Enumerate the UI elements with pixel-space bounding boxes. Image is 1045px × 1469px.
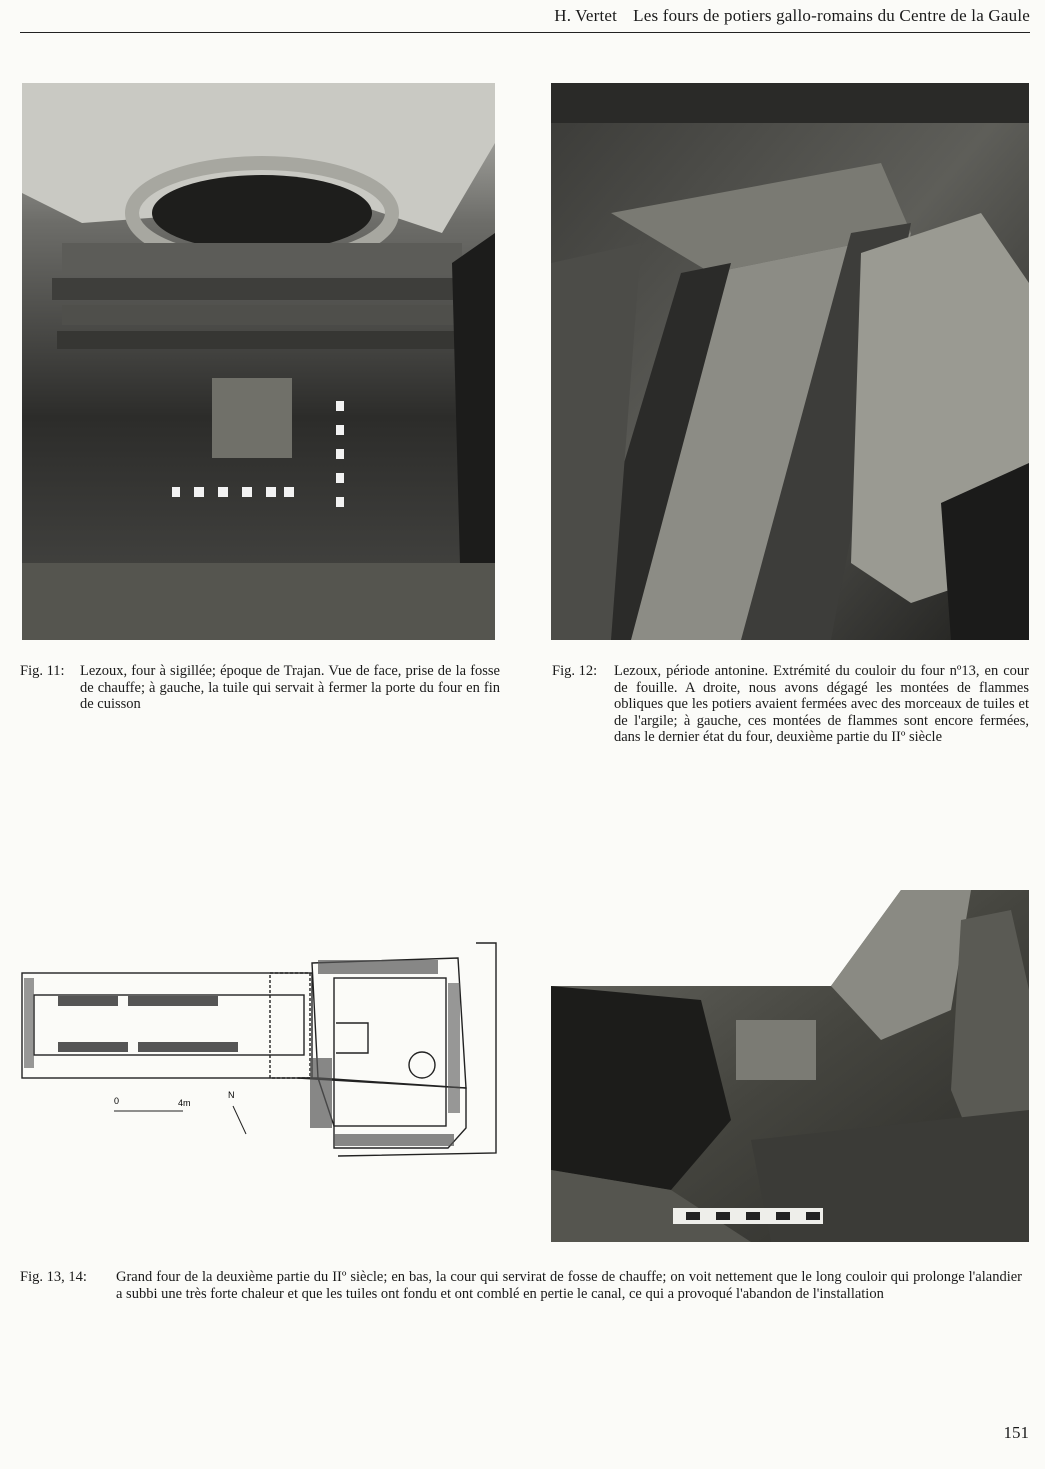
fig-12-caption (552, 663, 1029, 746)
fig-13-14-caption-text: Grand four de la deuxième partie du IIº siècle; en bas, la cour qui servirat de fosse de chauffe; on voit nettement que le long couloir qui prolonge l'alandier a subbi une très forte chaleur et que les tuiles ont fondu et ont comblé en pertie le canal, ce qui a provoqué l'abandon de l'installation (116, 1269, 1022, 1302)
header-author: H. Vertet (554, 6, 618, 25)
plan-scale-zero: 0 (114, 1096, 120, 1106)
fig-14-photo (551, 890, 1029, 1242)
fig-13-14-caption (20, 1269, 1022, 1302)
fig-11-label: Fig. 11: (20, 663, 65, 679)
page-number: 151 (1003, 1423, 1029, 1442)
fig-11-caption (20, 663, 500, 713)
fig-13-plan (18, 938, 498, 1160)
plan-north-label: N (228, 1090, 235, 1100)
header-title: Les fours de potiers gallo-romains du Centre de la Gaule (633, 6, 1030, 25)
running-header (20, 4, 1030, 33)
plan-scale-label: 4m (178, 1098, 191, 1108)
fig-12-photo (551, 83, 1029, 640)
north-arrow (233, 1106, 246, 1134)
fig-12-label: Fig. 12: (552, 663, 598, 679)
fig-12-caption-text: Lezoux, période antonine. Extrémité du couloir du four nº13, en cour de fouille. A droite, nous avons dégagé les montées de flammes obliques que les potiers avaient fermées avec des morceaux de tuiles et de l'argile; à gauche, ces montées de flammes sont encore fermées, dans le dernier état du four, deuxième partie du IIº siècle (614, 663, 1029, 745)
fig-11-photo (22, 83, 495, 640)
scale-bar-14 (673, 1208, 823, 1224)
fig-13-14-label: Fig. 13, 14: (20, 1269, 87, 1285)
fig-11-caption-text: Lezoux, four à sigillée; époque de Trajan. Vue de face, prise de la fosse de chauffe; à gauche, la tuile qui servait à fermer la porte du four en fin de cuisson (80, 663, 500, 712)
